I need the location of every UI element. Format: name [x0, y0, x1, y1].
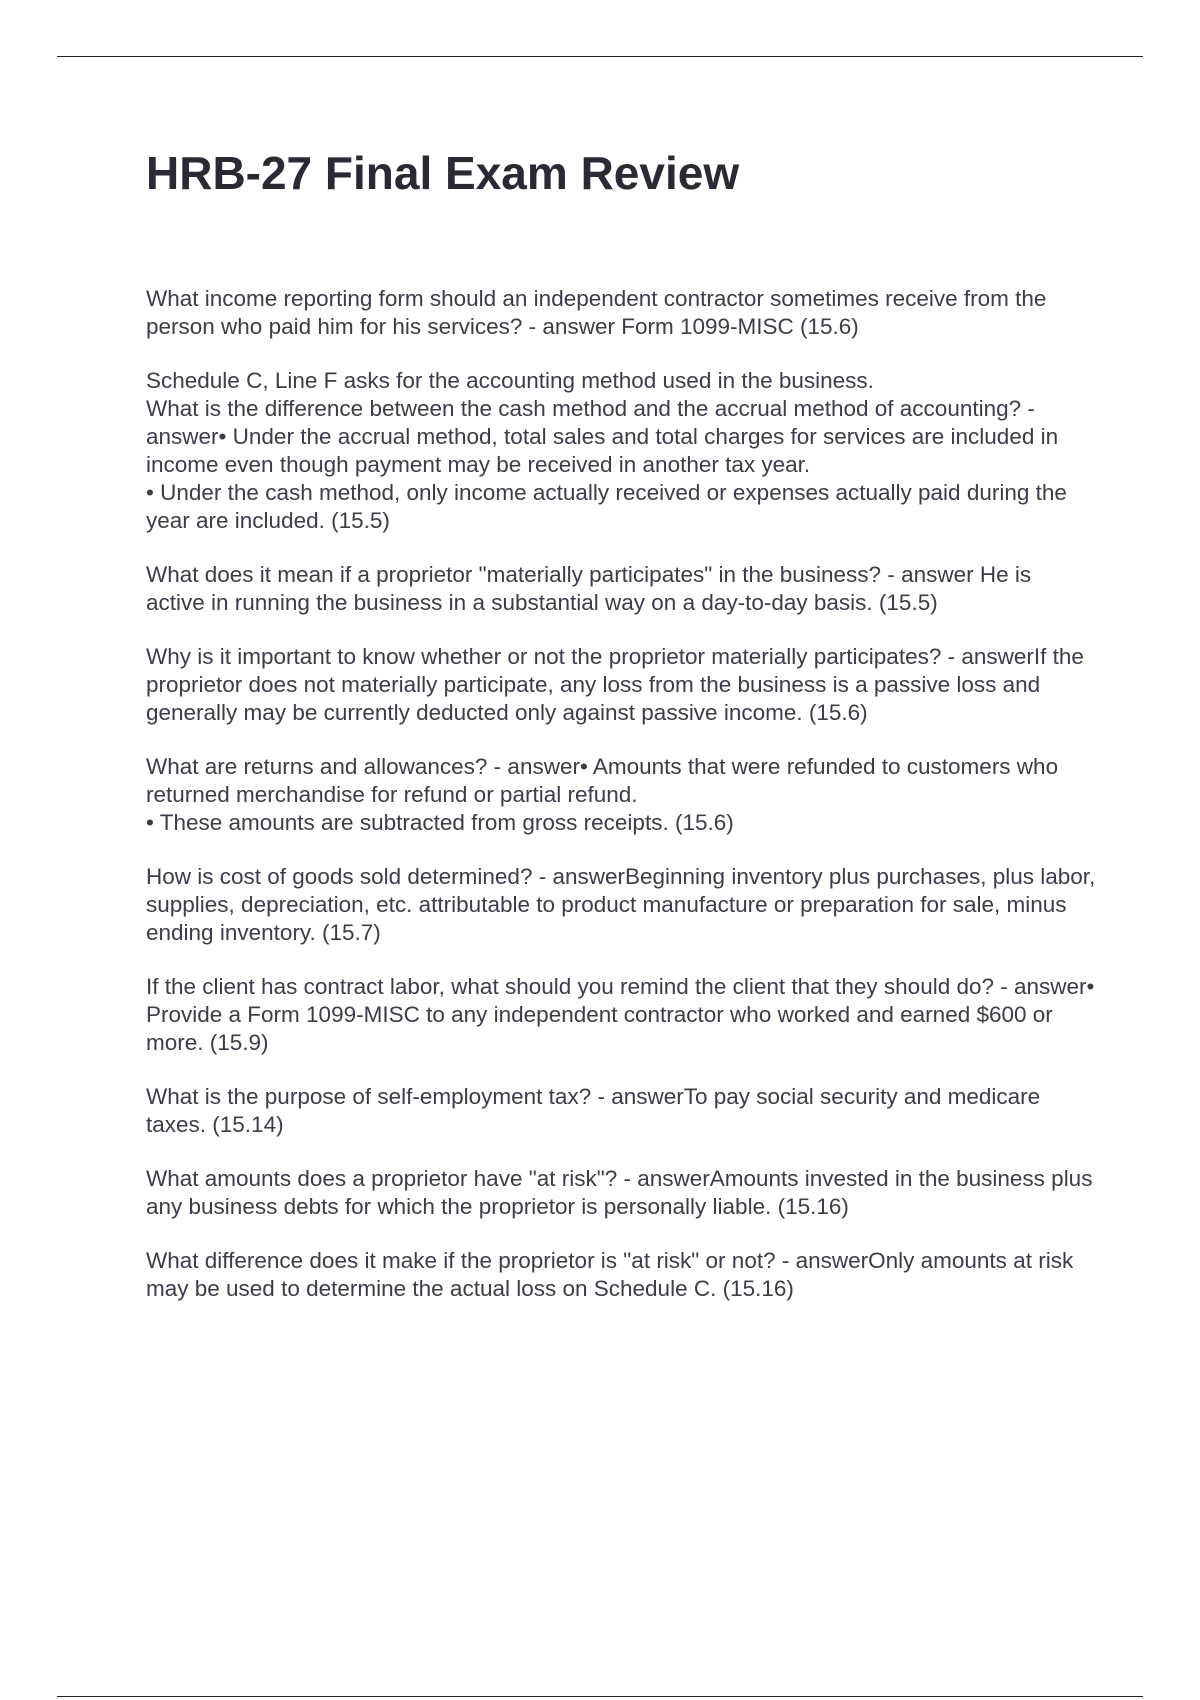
- qa-item: What does it mean if a proprietor "materially participates" in the business? - answer He is active in running the business in a substantial way on a day-to-day basis. (15.5): [146, 562, 1032, 615]
- qa-item: If the client has contract labor, what should you remind the client that they should do? - answer• Provide a Form 1099-MISC to any independent contractor who worked and earned $600 or more. (15.9): [146, 974, 1095, 1055]
- qa-item: What income reporting form should an independent contractor sometimes receive from the person who paid him for his services? - answer Form 1099-MISC (15.6): [146, 286, 1047, 339]
- qa-item: What difference does it make if the proprietor is "at risk" or not? - answerOnly amounts at risk may be used to determine the actual loss on Schedule C. (15.16): [146, 1248, 1074, 1301]
- qa-item: Schedule C, Line F asks for the accounting method used in the business. What is the difference between the cash method and the accrual method of accounting? - answer• Under the accrual method, total sales and total charges for services are included in income even though payment may be received in another tax year. • Under the cash method, only income actually received or expenses actually paid during the year are included. (15.5): [146, 368, 1067, 533]
- qa-item: How is cost of goods sold determined? - answerBeginning inventory plus purchases, plus labor, supplies, depreciation, etc. attributable to product manufacture or preparation for sale, minus ending inventory. (15.7): [146, 864, 1096, 945]
- page-title: HRB-27 Final Exam Review: [146, 147, 740, 199]
- qa-item: What amounts does a proprietor have "at risk"? - answerAmounts invested in the business plus any business debts for which the proprietor is personally liable. (15.16): [146, 1166, 1093, 1219]
- qa-item: What are returns and allowances? - answer• Amounts that were refunded to customers who returned merchandise for refund or partial refund. • These amounts are subtracted from gross receipts. (15.6): [146, 754, 1059, 835]
- footer-divider: [57, 1696, 1143, 1697]
- qa-item: Why is it important to know whether or not the proprietor materially participates? - answerIf the proprietor does not materially participate, any loss from the business is a passive loss and generally may be currently deducted only against passive income. (15.6): [146, 644, 1084, 725]
- header-divider: [57, 56, 1143, 57]
- qa-item: What is the purpose of self-employment tax? - answerTo pay social security and medicare taxes. (15.14): [146, 1084, 1041, 1137]
- qa-list: [146, 285, 1096, 1329]
